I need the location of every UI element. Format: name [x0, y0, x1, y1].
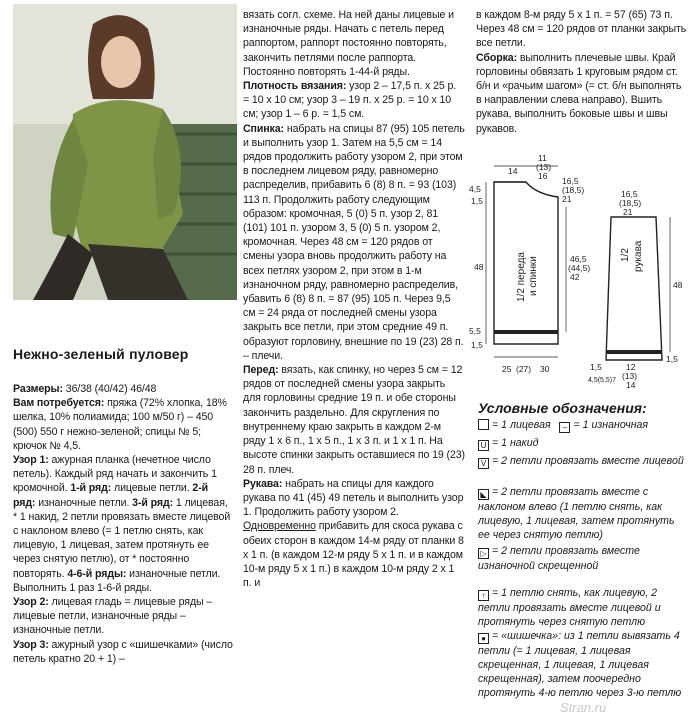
- legend-row-5: [478, 544, 688, 573]
- k2tog-symbol-icon: V: [478, 458, 489, 469]
- body-piece-label-1: 1/2 переда: [516, 252, 527, 302]
- legend-row-2: [478, 436, 688, 451]
- front-label: Перед:: [243, 364, 279, 377]
- sleeve-piece-label-2: рукава: [633, 240, 644, 272]
- pattern2-text: лицевая гладь = лицевые ряды – лицевые петли, изнаночные ряды – изнаночные петли.: [13, 596, 213, 637]
- bobble-symbol-icon: ●: [478, 633, 489, 644]
- assembly-text: выполнить плечевые швы. Край горловины обвязать 1 круговым рядом ст. б/н и «рачьим шагом» (= ст. б/н выполнять в направлении слева направо). Вшить рукава, выполнить боковые швы и швы рукавов.: [476, 51, 682, 135]
- ssk-symbol-icon: ◣: [478, 489, 489, 500]
- sleeve-piece-label-1: 1/2: [620, 248, 631, 262]
- pattern3-label: Узор 3:: [13, 638, 49, 651]
- legend-row-7: [478, 629, 688, 700]
- dim-bottom-55: 5,5: [469, 326, 481, 336]
- sk2p-symbol-icon: ↑: [478, 590, 489, 601]
- sleeve-continued: в каждом 8-м ряду 5 х 1 п. = 57 (65) 73 п. Через 48 см = 120 рядов от планки закрыть все петли.: [476, 9, 687, 50]
- row3-text: 1 лицевая, * 1 накид, 2 петли провязать вместе лицевой с наклоном влево (= 1 петлю снять, как лицевую, 1 лицевая, затем протянуть ее через снятую петлю), от * постоянно повторять.: [13, 496, 231, 580]
- density-label: Плотность вязания:: [243, 80, 347, 93]
- sizes-value: 36/38 (40/42) 46/48: [62, 383, 157, 395]
- model-photo: [13, 4, 237, 300]
- pattern1-text: ажурная планка (нечетное число петель). Каждый ряд начать и закончить 1 кромочной.: [13, 454, 217, 495]
- legend-purl: = 1 изнаночная: [573, 419, 649, 431]
- model-photo-illustration: [13, 4, 237, 300]
- dim-sleeve-15-left: 1,5: [590, 362, 602, 372]
- sizes-label: Размеры:: [13, 383, 63, 395]
- legend-ssk: = 2 петли провязать вместе с наклоном влево (1 петлю снять, как лицевую, 1 лицевая, затем протянуть ее через снятую петлю): [478, 486, 675, 541]
- front-text: вязать, как спинку, но через 5 см = 12 рядов от последней смены узора закрыть для горловины средние 19 п. и обе стороны закончить раздельно. Для скругления по внутреннему краю закрыть в каждом 2-м ряду 1 х 6 п., 1 х 5 п., 1 х 3 п. и 1 х 1 п. На высоте спинки закрыть оставшиеся по 19 (23) 28 п. плеч.: [243, 364, 465, 476]
- legend-yarn-over: = 1 накид: [492, 437, 539, 449]
- dim-shoulder-165: 16,5: [562, 176, 579, 186]
- dim-shoulder-185: (18,5): [562, 185, 585, 195]
- column-right: [476, 8, 688, 136]
- dim-sleeve-bottom: 4,5(5,5)7: [588, 377, 617, 384]
- dim-top-13: (13): [536, 162, 552, 172]
- dim-side-445: (44,5): [568, 263, 591, 273]
- column-middle: [243, 8, 465, 590]
- legend-sk2p: = 1 петлю снять, как лицевую, 2 петли провязать вместе лицевой и протянуть через снятую петлю: [478, 587, 661, 628]
- legend-row-6: [478, 586, 688, 629]
- legend-row-3: [478, 454, 688, 469]
- dim-width-27: (27): [516, 364, 532, 374]
- legend-title: Условные обозначения:: [478, 400, 647, 416]
- dim-sleeve-48: 48: [673, 280, 683, 290]
- row1-label: 1-й ряд:: [70, 482, 112, 495]
- sleeve-text-2: прибавить для скоса рукава с обеих сторон в каждом 14-м ряду от планки 8 х 1 п. (в каждом 12-м ряду 5 х 1 п. и в каждом 10-м ряду 5 х 1 п.) в каждом 10-м ряду 2 х 1 п. и: [243, 520, 464, 590]
- row46-label: 4-6-й ряды:: [67, 567, 127, 580]
- knit-symbol-icon: [478, 419, 489, 430]
- sleeve-label: Рукава:: [243, 477, 283, 490]
- dim-sleeve-21: 21: [623, 207, 633, 217]
- dim-bottom-15: 1,5: [471, 340, 483, 350]
- dim-shoulder-21: 21: [562, 194, 572, 204]
- dim-side-42: 42: [570, 272, 580, 282]
- pattern1-label: Узор 1:: [13, 454, 49, 467]
- page-title: Нежно-зеленый пуловер: [13, 346, 189, 362]
- back-text: набрать на спицы 87 (95) 105 петель и выполнить узор 1. Затем на 5,5 см = 14 рядов продолжить работу узором 2, при этом в последнем лицевом ряду, равномерно распределив, прибавить 6 (8) 8 п. = 93 (103) 113 п. Продолжить работу следующим образом: кромочная, 5 (0) 5 п. узор 2, 81 (101) 101 п. узором 3, 5 (0) 5 п. узором 2, кромочная. Через 48 см = 120 рядов от смены узора вновь продолжить работу на всех петлях узором 2, при этом в 1-м изнаночном ряду, равномерно распределив, убавить 6 (8) 8 п. = 87 (95) 105 п. Через 9,5 см = 24 ряда от последней смены узора закрыть все петли, при этом средние 49 п. образуют горловину, внешние по 19 (23) 28 п. – плечи.: [243, 122, 465, 362]
- dim-top-16: 16: [538, 171, 548, 181]
- dim-neck-15: 1,5: [471, 196, 483, 206]
- dim-top-14: 14: [508, 166, 518, 176]
- row2-label: 2-й ряд:: [13, 482, 209, 509]
- legend-row-4: [478, 485, 688, 542]
- back-label: Спинка:: [243, 122, 284, 135]
- p2tog-tbl-symbol-icon: ▷: [478, 548, 489, 559]
- dim-sleeve-185: (18,5): [619, 198, 642, 208]
- legend-bobble: = «шишечка»: из 1 петли вывязать 4 петли (= 1 лицевая, 1 лицевая скрещенная, 1 лицевая, 1 лицевая скрещенная), затем поочередно протянуть 4-ю петлю через 3-ю петлю: [478, 630, 682, 699]
- row46-text: изнаночные петли. Выполнить 1 раз 1-6-й ряды.: [13, 567, 221, 594]
- pattern3-text: ажурный узор с «шишечками» (число петель кратно 20 + 1) –: [13, 638, 233, 665]
- dim-sleeve-14: 14: [626, 380, 636, 390]
- pattern3-continued: вязать согл. схеме. На ней даны лицевые и изнаночные ряды. Начать с петель перед раппортом, раппорт постоянно повторять, закончить петлями после раппорта. Постоянно повторять 1-44-й ряды.: [243, 9, 454, 78]
- legend-row-1: [478, 418, 688, 433]
- dim-width-30: 30: [540, 364, 550, 374]
- legend-k2tog: = 2 петли провязать вместе лицевой: [492, 455, 684, 467]
- dim-sleeve-12: 12: [626, 362, 636, 372]
- sleeve-underlined: Одновременно: [243, 520, 316, 533]
- purl-symbol-icon: –: [559, 422, 570, 433]
- legend-knit: = 1 лицевая: [492, 419, 551, 431]
- materials-text: пряжа (72% хлопка, 18% шелка, 10% полиамида; 100 м/50 г) – 450 (500) 550 г нежно-зеленой; спицы № 5; крючок № 4,5.: [13, 397, 227, 452]
- dim-width-25: 25: [502, 364, 512, 374]
- row3-label: 3-й ряд:: [132, 496, 173, 509]
- density-text: узор 2 – 17,5 п. х 25 р. = 10 х 10 см; узор 3 – 19 п. х 25 р. = 10 х 10 см; узор 1 – 6 р. = 1,5 см.: [243, 80, 457, 121]
- column-left: [13, 382, 233, 666]
- assembly-label: Сборка:: [476, 51, 518, 64]
- row1-text: лицевые петли.: [111, 482, 193, 495]
- dim-sleeve-165: 16,5: [621, 189, 638, 199]
- dim-side-465: 46,5: [570, 254, 587, 264]
- pattern-diagram: [466, 152, 691, 392]
- row2-text: изнаночные петли.: [35, 496, 133, 509]
- sleeve-text-1: набрать на спицы для каждого рукава по 41 (45) 49 петель и выполнить узор 1. Продолжить работу узором 2.: [243, 477, 464, 519]
- legend-p2tog-tbl: = 2 петли провязать вместе изнаночной скрещенной: [478, 545, 640, 572]
- sleeve-piece-outline: [606, 217, 662, 360]
- watermark: Stran.ru: [560, 700, 607, 715]
- body-piece-label-2: и спинки: [528, 256, 539, 296]
- dim-top-11: 11: [538, 153, 547, 163]
- pattern2-label: Узор 2:: [13, 596, 49, 609]
- dim-length-48: 48: [474, 262, 484, 272]
- dim-sleeve-15-right: 1,5: [666, 354, 678, 364]
- materials-label: Вам потребуется:: [13, 397, 105, 410]
- dim-neck-45: 4,5: [469, 184, 481, 194]
- yarn-over-symbol-icon: U: [478, 440, 489, 451]
- dim-sleeve-13: (13): [622, 371, 638, 381]
